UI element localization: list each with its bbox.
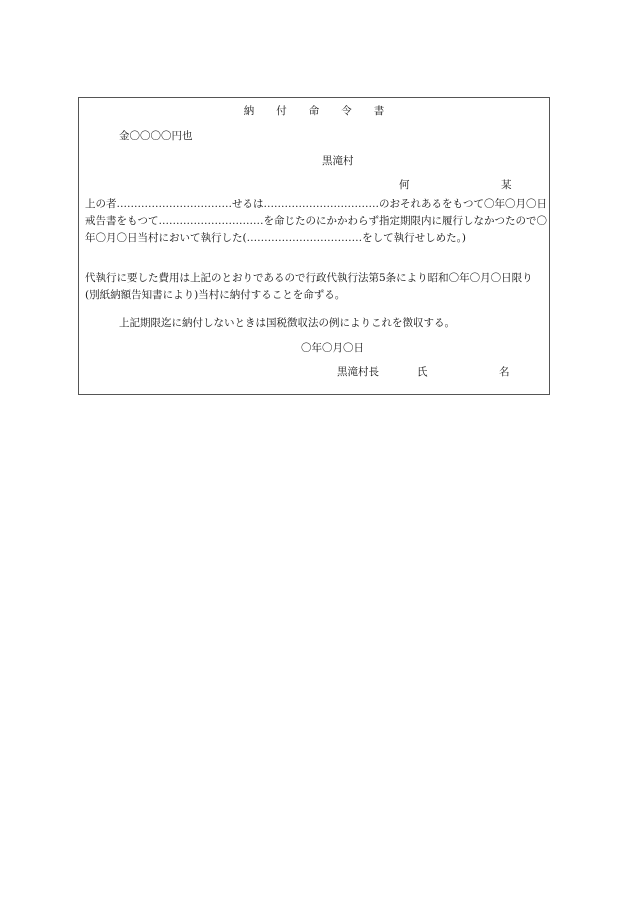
title-char: 納 <box>243 105 255 117</box>
paragraph-execution: 上の者……………………………せるは……………………………のおそれあるをもつて〇年〇月〇日戒告書をもつて…………………………を命じたのにかかわらず指定期限内に履行しなかつたので〇年〇月〇日当村において執行した(……………………………をして執行せしめた。) <box>85 198 547 244</box>
signer-label-name: 名 <box>499 366 510 378</box>
signer-label-surname: 氏 <box>417 366 428 378</box>
village-name: 黒滝村 <box>322 155 354 167</box>
payment-order-form <box>78 97 550 395</box>
paragraph-collection: 上記期限迄に納付しないときは国税徴収法の例によりこれを徴収する。 <box>119 317 455 329</box>
title-char: 命 <box>308 105 320 117</box>
title-char: 令 <box>341 105 352 117</box>
title-char: 書 <box>373 105 385 117</box>
issue-date: 〇年〇月〇日 <box>301 342 364 354</box>
person-name-first: 何 <box>399 179 410 191</box>
person-name-second: 某 <box>501 179 512 191</box>
paragraph-payment: 代執行に要した費用は上記のとおりであるので行政代執行法第5条により昭和〇年〇月〇日限り(別紙納額告知書により)当村に納付することを命ずる。 <box>85 272 533 301</box>
signer-title: 黒滝村長 <box>337 366 379 378</box>
title-char: 付 <box>276 105 287 117</box>
amount-text: 金〇〇〇〇円也 <box>119 130 193 142</box>
document-title <box>79 104 549 118</box>
